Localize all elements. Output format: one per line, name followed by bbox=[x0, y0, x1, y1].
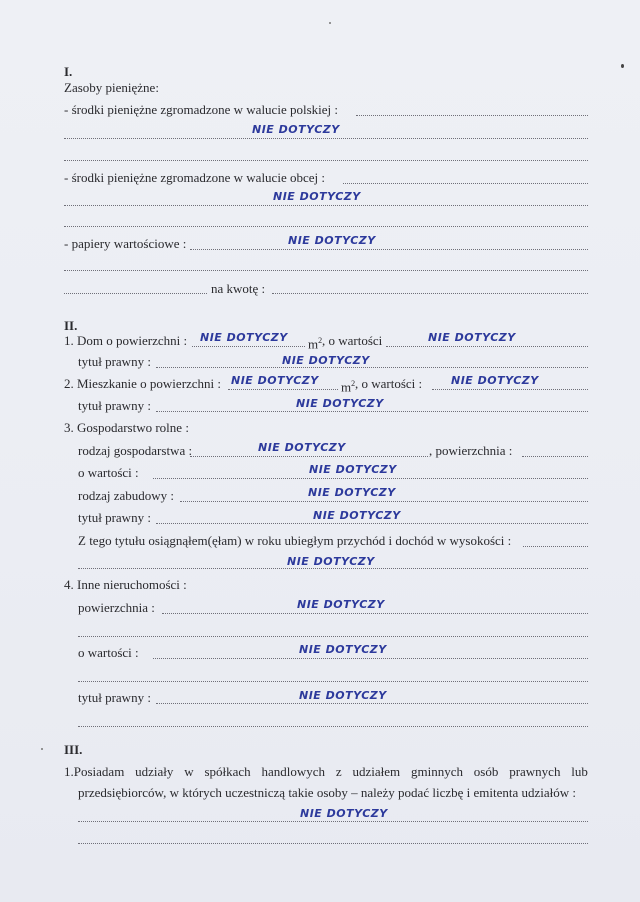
house-area-line bbox=[192, 346, 305, 347]
other-area-line bbox=[162, 613, 588, 614]
cash-pln-line bbox=[356, 115, 588, 116]
other-area-line-2 bbox=[78, 636, 588, 637]
shares-word: gminnych bbox=[410, 764, 463, 779]
shares-line-2 bbox=[78, 843, 588, 844]
shares-word: udziały bbox=[135, 764, 174, 779]
flat-value-line bbox=[432, 389, 588, 390]
house-unit: $m^2$ bbox=[308, 336, 323, 352]
flat-unit: $m^2$ bbox=[341, 379, 356, 395]
shares-answer: NIE DOTYCZY bbox=[300, 807, 388, 820]
scan-speck bbox=[329, 22, 331, 24]
house-title-answer: NIE DOTYCZY bbox=[282, 354, 370, 367]
flat-value-label: , o wartości : bbox=[355, 376, 423, 391]
farm-worth-label: o wartości : bbox=[78, 465, 139, 480]
cash-foreign-line bbox=[343, 183, 588, 184]
flat-area-answer: NIE DOTYCZY bbox=[231, 374, 319, 387]
other-area-label: powierzchnia : bbox=[78, 600, 155, 615]
farm-area-line bbox=[522, 456, 588, 457]
shares-word: osób bbox=[473, 764, 499, 779]
cash-foreign-label: - środki pieniężne zgromadzone w walucie obcej : bbox=[64, 170, 325, 185]
shares-text-line-1 bbox=[64, 764, 588, 780]
shares-word: spółkach bbox=[204, 764, 251, 779]
house-area-answer: NIE DOTYCZY bbox=[200, 331, 288, 344]
cash-foreign-answer: NIE DOTYCZY bbox=[273, 190, 361, 203]
shares-text-line-2: przedsiębiorców, w których uczestniczą takie osoby – należy podać liczbę i emitenta udziałów : bbox=[78, 785, 577, 800]
shares-word: 1.Posiadam bbox=[64, 764, 125, 779]
farm-income-answer: NIE DOTYCZY bbox=[287, 555, 375, 568]
farm-income-line-2 bbox=[78, 568, 588, 569]
securities-label: - papiery wartościowe : bbox=[64, 236, 187, 251]
amount-line bbox=[272, 293, 588, 294]
house-value-label: , o wartości bbox=[322, 333, 383, 348]
flat-title-line bbox=[156, 411, 588, 412]
securities-answer: NIE DOTYCZY bbox=[288, 234, 376, 247]
section-iii-number: III. bbox=[64, 742, 83, 757]
farm-title-answer: NIE DOTYCZY bbox=[313, 509, 401, 522]
section-i-heading: Zasoby pieniężne: bbox=[64, 80, 159, 95]
shares-word: w bbox=[184, 764, 194, 779]
farm-buildings-line bbox=[180, 501, 588, 502]
farm-type-label: rodzaj gospodarstwa : bbox=[78, 443, 193, 458]
shares-word: prawnych bbox=[509, 764, 561, 779]
amount-label: na kwotę : bbox=[211, 281, 266, 296]
farm-label: 3. Gospodarstwo rolne : bbox=[64, 420, 189, 435]
cash-pln-label: - środki pieniężne zgromadzone w walucie polskiej : bbox=[64, 102, 338, 117]
farm-worth-answer: NIE DOTYCZY bbox=[309, 463, 397, 476]
house-title-label: tytuł prawny : bbox=[78, 354, 151, 369]
cash-foreign-line-3 bbox=[64, 226, 588, 227]
section-i-number: I. bbox=[64, 64, 73, 79]
other-title-line bbox=[156, 703, 588, 704]
farm-type-line bbox=[190, 456, 428, 457]
other-worth-line bbox=[153, 658, 588, 659]
cash-pln-line-2 bbox=[64, 138, 588, 139]
house-value-answer: NIE DOTYCZY bbox=[428, 331, 516, 344]
cash-pln-line-3 bbox=[64, 160, 588, 161]
other-title-label: tytuł prawny : bbox=[78, 690, 151, 705]
shares-word: udziałem bbox=[352, 764, 401, 779]
securities-line bbox=[190, 249, 588, 250]
flat-area-line bbox=[228, 389, 338, 390]
shares-word: lub bbox=[571, 764, 588, 779]
farm-buildings-label: rodzaj zabudowy : bbox=[78, 488, 175, 503]
house-title-line bbox=[156, 367, 588, 368]
flat-value-answer: NIE DOTYCZY bbox=[451, 374, 539, 387]
section-ii-number: II. bbox=[64, 318, 78, 333]
other-worth-label: o wartości : bbox=[78, 645, 139, 660]
other-area-answer: NIE DOTYCZY bbox=[297, 598, 385, 611]
flat-title-answer: NIE DOTYCZY bbox=[296, 397, 384, 410]
shares-word: handlowych bbox=[261, 764, 326, 779]
other-title-answer: NIE DOTYCZY bbox=[299, 689, 387, 702]
farm-area-label: , powierzchnia : bbox=[429, 443, 513, 458]
farm-type-answer: NIE DOTYCZY bbox=[258, 441, 346, 454]
securities-line-2 bbox=[64, 270, 588, 271]
flat-title-label: tytuł prawny : bbox=[78, 398, 151, 413]
shares-word: z bbox=[335, 764, 342, 779]
farm-income-line bbox=[523, 546, 588, 547]
farm-title-label: tytuł prawny : bbox=[78, 510, 151, 525]
house-value-line bbox=[386, 346, 588, 347]
other-worth-answer: NIE DOTYCZY bbox=[299, 643, 387, 656]
scan-speck bbox=[41, 748, 43, 750]
cash-pln-answer: NIE DOTYCZY bbox=[252, 123, 340, 136]
other-worth-line-2 bbox=[78, 681, 588, 682]
amount-leader bbox=[64, 293, 207, 294]
farm-title-line bbox=[156, 523, 588, 524]
shares-line bbox=[78, 821, 588, 822]
farm-worth-line bbox=[153, 478, 588, 479]
farm-buildings-answer: NIE DOTYCZY bbox=[308, 486, 396, 499]
house-label: 1. Dom o powierzchni : bbox=[64, 333, 188, 348]
flat-label: 2. Mieszkanie o powierzchni : bbox=[64, 376, 222, 391]
other-property-label: 4. Inne nieruchomości : bbox=[64, 577, 187, 592]
scan-speck bbox=[621, 64, 624, 68]
other-title-line-2 bbox=[78, 726, 588, 727]
farm-income-label: Z tego tytułu osiągnąłem(ęłam) w roku ubiegłym przychód i dochód w wysokości : bbox=[78, 533, 512, 548]
cash-foreign-line-2 bbox=[64, 205, 588, 206]
